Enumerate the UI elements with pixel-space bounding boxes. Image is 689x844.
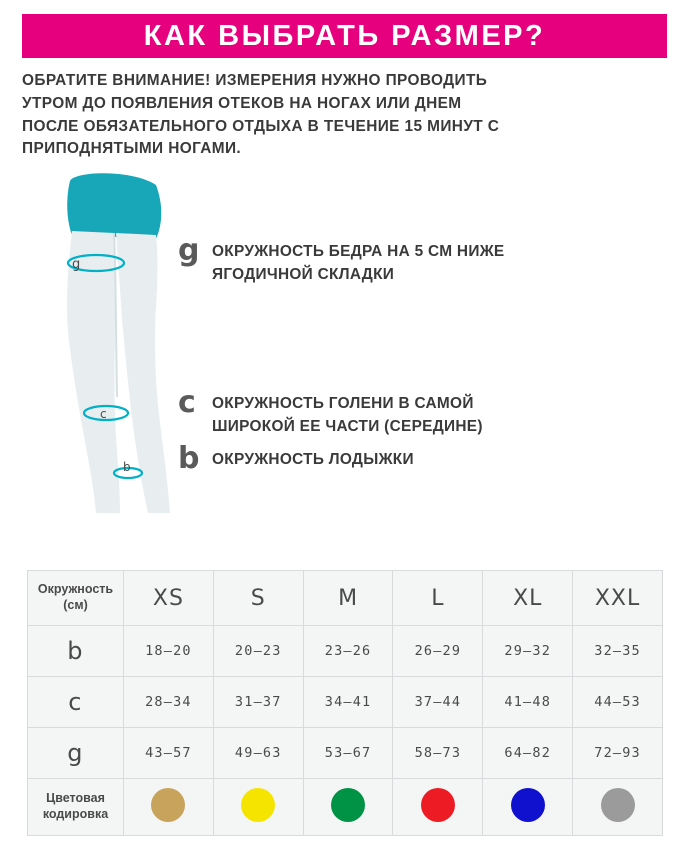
intro-paragraph	[22, 70, 667, 161]
marker-b-label: b	[123, 460, 131, 475]
size-header-xl: XL	[483, 571, 573, 626]
color-dot-s	[241, 788, 275, 822]
table-row-color-coding	[28, 779, 663, 836]
cell-b-xl: 29–32	[483, 626, 573, 677]
leg-measurement-illustration	[28, 167, 218, 537]
legend-text-b-line1: ОКРУЖНОСТЬ ЛОДЫЖКИ	[212, 451, 414, 469]
legend-text-c-line2: ШИРОКОЙ ЕЕ ЧАСТИ (СЕРЕДИНЕ)	[212, 417, 483, 435]
color-cell-l	[393, 779, 483, 836]
color-cell-xxl	[573, 779, 663, 836]
color-cell-xl	[483, 779, 573, 836]
table-row	[28, 677, 663, 728]
color-dot-m	[331, 788, 365, 822]
size-header-l: L	[393, 571, 483, 626]
color-dot-xxl	[601, 788, 635, 822]
intro-line-1: ОБРАТИТЕ ВНИМАНИЕ! ИЗМЕРЕНИЯ НУЖНО ПРОВОДИТЬ	[22, 72, 488, 89]
legend-text-g-line2: ЯГОДИЧНОЙ СКЛАДКИ	[212, 265, 395, 283]
cell-c-l: 37–44	[393, 677, 483, 728]
legend-text-g-line1: ОКРУЖНОСТЬ БЕДРА НА 5 СМ НИЖЕ	[212, 243, 505, 261]
color-dot-l	[421, 788, 455, 822]
row-label-c: c	[28, 677, 124, 728]
legend-letter-c: c	[178, 385, 196, 421]
intro-line-2: УТРОМ ДО ПОЯВЛЕНИЯ ОТЕКОВ НА НОГАХ ИЛИ ДНЕМ	[22, 94, 462, 112]
cell-c-xs: 28–34	[124, 677, 214, 728]
cell-g-xxl: 72–93	[573, 728, 663, 779]
marker-c-label: c	[100, 407, 107, 422]
table-corner-line2: (см)	[63, 598, 88, 612]
table-header-row	[28, 571, 663, 626]
cell-b-l: 26–29	[393, 626, 483, 677]
cell-g-l: 58–73	[393, 728, 483, 779]
cell-g-xl: 64–82	[483, 728, 573, 779]
cell-c-xxl: 44–53	[573, 677, 663, 728]
cell-b-s: 20–23	[213, 626, 303, 677]
legend-item-c	[178, 385, 668, 438]
intro-line-4: ПРИПОДНЯТЫМИ НОГАМИ.	[22, 140, 242, 158]
color-cell-xs	[124, 779, 214, 836]
color-dot-xs	[151, 788, 185, 822]
legend-text-g	[212, 237, 504, 286]
row-label-b: b	[28, 626, 124, 677]
page-title-banner	[22, 14, 667, 58]
cell-b-m: 23–26	[303, 626, 393, 677]
table-row	[28, 728, 663, 779]
cell-b-xxl: 32–35	[573, 626, 663, 677]
legs-figure-icon	[28, 167, 218, 537]
marker-g-label: g	[72, 257, 81, 273]
cell-c-m: 34–41	[303, 677, 393, 728]
size-table-wrap	[27, 570, 663, 836]
color-cell-s	[213, 779, 303, 836]
size-guide-page	[0, 14, 689, 844]
cell-c-s: 31–37	[213, 677, 303, 728]
cell-g-s: 49–63	[213, 728, 303, 779]
table-corner-header	[28, 571, 124, 626]
cell-g-m: 53–67	[303, 728, 393, 779]
color-dot-xl	[511, 788, 545, 822]
page-title: КАК ВЫБРАТЬ РАЗМЕР?	[143, 19, 546, 52]
legend-letter-g: g	[178, 233, 200, 269]
size-table	[27, 570, 663, 836]
legend-item-b	[178, 441, 668, 477]
cell-b-xs: 18–20	[124, 626, 214, 677]
legend-letter-b: b	[178, 441, 200, 477]
size-header-s: S	[213, 571, 303, 626]
legend-text-b	[212, 445, 414, 471]
size-header-m: M	[303, 571, 393, 626]
cell-g-xs: 43–57	[124, 728, 214, 779]
color-cell-m	[303, 779, 393, 836]
table-corner-line1: Окружность	[37, 582, 114, 597]
legend-text-c-line1: ОКРУЖНОСТЬ ГОЛЕНИ В САМОЙ	[212, 395, 474, 413]
color-coding-line1: Цветовая	[46, 791, 105, 806]
table-row	[28, 626, 663, 677]
size-header-xxl: XXL	[573, 571, 663, 626]
row-label-g: g	[28, 728, 124, 779]
illustration-and-legend	[0, 167, 689, 537]
cell-c-xl: 41–48	[483, 677, 573, 728]
color-coding-line2: кодировка	[42, 807, 109, 821]
size-header-xs: XS	[124, 571, 214, 626]
row-label-color-coding	[28, 779, 124, 836]
legend-item-g	[178, 233, 668, 286]
intro-line-3: ПОСЛЕ ОБЯЗАТЕЛЬНОГО ОТДЫХА В ТЕЧЕНИЕ 15 МИНУТ С	[22, 117, 500, 135]
legend-text-c	[212, 389, 483, 438]
